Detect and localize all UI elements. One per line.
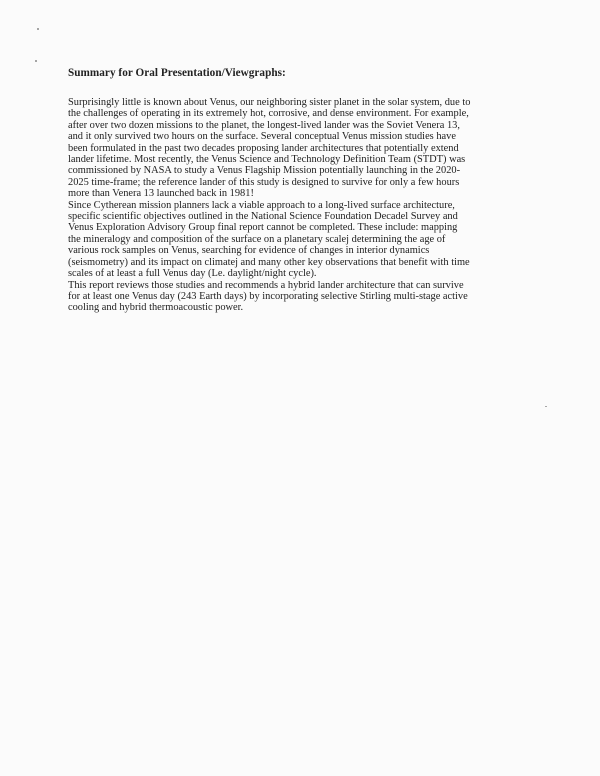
text-line: after over two dozen missions to the planet, the longest-lived lander was the Soviet Venera 13, [68,119,460,131]
text-line: the challenges of operating in its extremely hot, corrosive, and dense environment. For example, [68,108,469,120]
paragraph-recommendation [68,280,536,314]
scan-speck [35,60,37,62]
text-line: scales of at least a full Venus day (Le. daylight/night cycle). [68,268,317,280]
text-line: lander lifetime. Most recently, the Venus Science and Technology Definition Team (STDT) was [68,154,466,166]
text-line: specific scientific objectives outlined in the National Science Foundation Decadel Survey and [68,211,458,223]
text-line: and it only survived two hours on the surface. Several conceptual Venus mission studies have [68,131,456,143]
text-line: the mineralogy and composition of the surface on a planetary scalej determining the age of [68,233,446,245]
text-line: This report reviews those studies and recommends a hybrid lander architecture that can survive [68,279,464,291]
text-line: more than Venera 13 launched back in 1981! [68,188,254,200]
text-line: Venus Exploration Advisory Group final report cannot be completed. These include: mapping [68,222,458,234]
paragraph-objectives [68,200,536,280]
scan-speck [37,28,39,30]
summary-heading: Summary for Oral Presentation/Viewgraphs: [68,67,286,79]
text-line: various rock samples on Venus, searching for evidence of changes in interior dynamics [68,245,430,257]
paragraph-intro [68,97,536,200]
text-line: Since Cytherean mission planners lack a viable approach to a long-lived surface architecture, [68,199,455,211]
text-line: (seismometry) and its impact on climatej and many other key observations that benefit with time [68,256,470,268]
text-line: commissioned by NASA to study a Venus Flagship Mission potentially launching in the 2020- [68,165,461,177]
summary-body [68,97,536,314]
scan-speck [545,406,547,407]
text-line: for at least one Venus day (243 Earth days) by incorporating selective Stirling multi-stage active [68,290,468,302]
text-line: Surprisingly little is known about Venus, our neighboring sister planet in the solar system, due to [68,97,471,108]
text-line: been formulated in the past two decades proposing lander architectures that potentially extend [68,142,459,154]
text-line: 2025 time-frame; the reference lander of this study is designed to survive for only a few hours [68,176,460,188]
text-line: cooling and hybrid thermoacoustic power. [68,302,244,314]
